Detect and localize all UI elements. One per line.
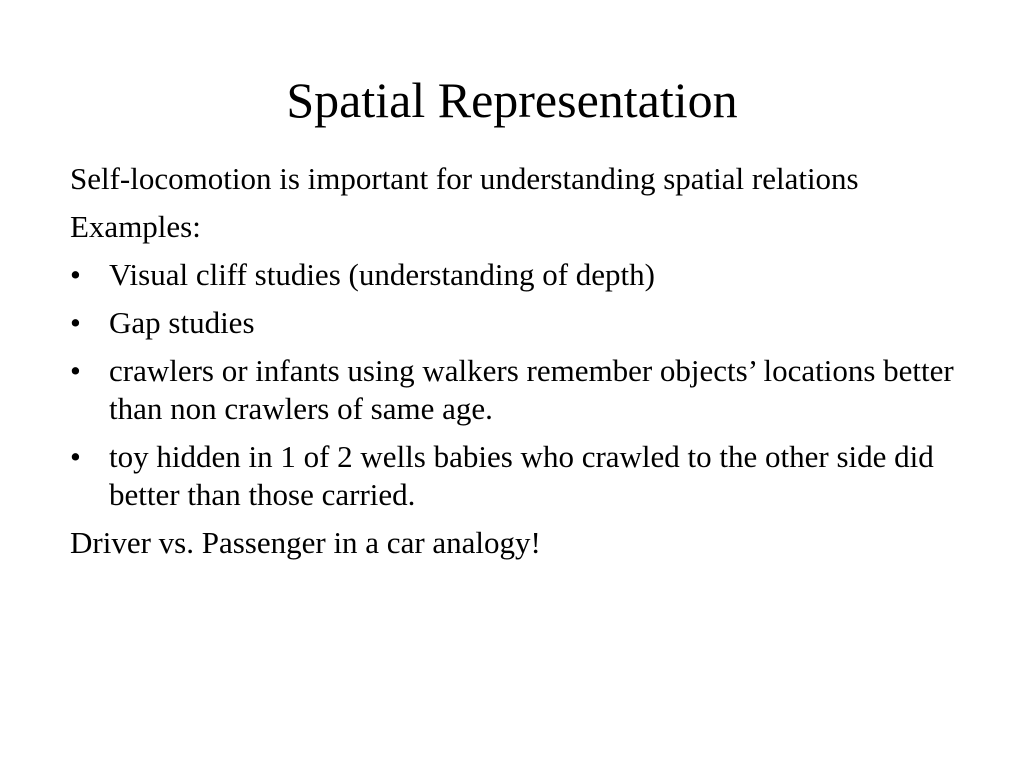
bullet-text: Visual cliff studies (understanding of depth) xyxy=(109,257,655,292)
bullet-item xyxy=(70,256,980,294)
bullet-text: toy hidden in 1 of 2 wells babies who crawled to the other side did better than those carried. xyxy=(109,439,934,512)
body-paragraph: Driver vs. Passenger in a car analogy! xyxy=(70,525,541,560)
bullet-icon: • xyxy=(70,353,81,388)
bullet-icon: • xyxy=(70,257,81,292)
body-paragraph: Self-locomotion is important for understanding spatial relations xyxy=(70,161,859,196)
bullet-item xyxy=(70,304,980,342)
bullet-text: Gap studies xyxy=(109,305,255,340)
bullet-icon: • xyxy=(70,305,81,340)
body-paragraph: Examples: xyxy=(70,209,201,244)
slide-body xyxy=(70,160,980,572)
bullet-item xyxy=(70,438,980,514)
bullet-item xyxy=(70,352,980,428)
bullet-text: crawlers or infants using walkers remember objects’ locations better than non crawlers of same age. xyxy=(109,353,954,426)
slide-title: Spatial Representation xyxy=(286,72,738,128)
bullet-icon: • xyxy=(70,439,81,474)
